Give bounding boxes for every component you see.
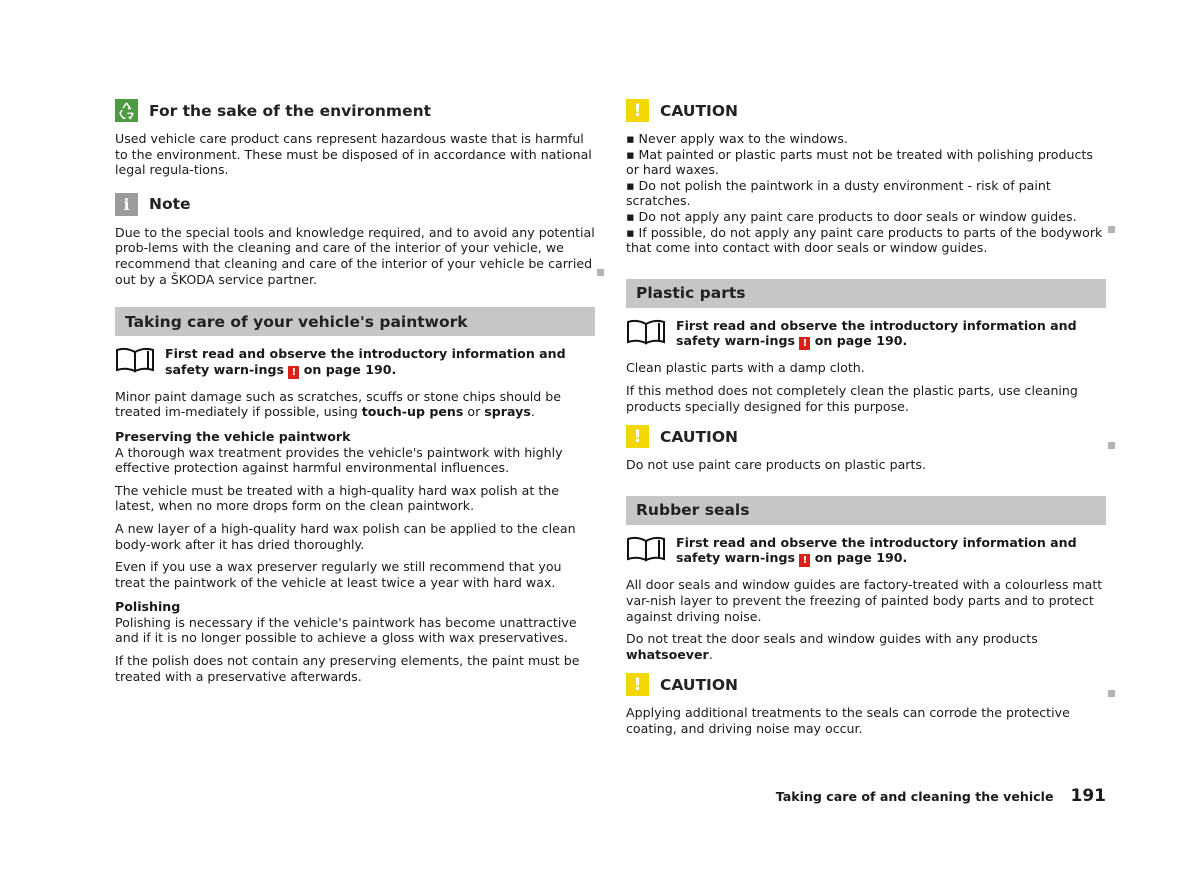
- caution-text: Do not use paint care products on plastic parts.: [626, 457, 926, 473]
- caution-header: [626, 98, 1106, 123]
- environment-header: [115, 98, 595, 123]
- section-heading-rubber-seals: Rubber seals: [626, 496, 1106, 525]
- environment-text: Used vehicle care product cans represent hazardous waste that is harmful to the environment. These must be disposed of in accordance with national legal regula-tions.: [115, 131, 592, 178]
- section-heading-paintwork: Taking care of your vehicle's paintwork: [115, 307, 595, 336]
- intro-reference: [626, 535, 1106, 568]
- paragraph: If the polish does not contain any preserving elements, the paint must be treated with a preservative afterwards.: [115, 653, 580, 684]
- intro-reference: [115, 346, 595, 379]
- right-column: [626, 98, 1106, 743]
- warning-mark-icon: !: [288, 366, 299, 379]
- warning-mark-icon: !: [799, 337, 810, 350]
- info-icon: i: [115, 193, 138, 216]
- page-footer: [776, 786, 1106, 806]
- page-number: 191: [1070, 786, 1106, 806]
- left-column: [115, 98, 595, 691]
- paragraph: A thorough wax treatment provides the vehicle's paintwork with highly effective protection against harmful environmental influences.: [115, 444, 563, 476]
- caution-header: [626, 672, 1106, 697]
- exclamation-icon: !: [626, 99, 649, 122]
- paragraph: Clean plastic parts with a damp cloth.: [626, 360, 865, 376]
- footer-section-title: Taking care of and cleaning the vehicle: [775, 789, 1054, 804]
- paragraph: Minor paint damage such as scratches, scuffs or stone chips should be treated im-mediately if possible, using touch-up pens or sprays.: [115, 388, 562, 420]
- exclamation-icon: !: [626, 673, 649, 696]
- note-title: Note: [149, 195, 191, 214]
- intro-text: First read and observe the introductory information and safety warn-ings ! on page 190.: [676, 317, 1077, 350]
- section-end-marker: [597, 269, 604, 276]
- subheading: Polishing: [115, 599, 181, 615]
- paragraph: The vehicle must be treated with a high-quality hard wax polish at the latest, when no more drops form on the clean paintwork.: [115, 482, 559, 514]
- list-item: ▪ Mat painted or plastic parts must not be treated with polishing products or hard waxes.: [626, 146, 1093, 178]
- caution-text: Applying additional treatments to the seals can corrode the protective coating, and driving noise may occur.: [626, 705, 1070, 736]
- caution-header: [626, 424, 1106, 449]
- section-end-marker: [1108, 690, 1115, 697]
- subheading: Preserving the vehicle paintwork: [115, 428, 351, 444]
- section-end-marker: [1108, 226, 1115, 233]
- list-item: ▪ Do not apply any paint care products to door seals or window guides.: [626, 208, 1077, 224]
- note-text: Due to the special tools and knowledge required, and to avoid any potential prob-lems with the cleaning and care of the interior of your vehicle, we recommend that cleaning and care of the interior of your vehicle be carried out by a ŠKODA service partner.: [115, 224, 595, 287]
- intro-reference: [626, 318, 1106, 351]
- intro-text: First read and observe the introductory information and safety warn-ings ! on page 190.: [165, 346, 566, 378]
- caution-title: CAUTION: [660, 675, 738, 694]
- section-heading-plastic-parts: Plastic parts: [626, 279, 1106, 308]
- recycle-icon: [115, 99, 138, 122]
- environment-title: For the sake of the environment: [149, 101, 432, 120]
- open-book-icon: [626, 536, 666, 562]
- caution-title: CAUTION: [660, 427, 738, 446]
- warning-mark-icon: !: [799, 554, 810, 567]
- paragraph: Polishing is necessary if the vehicle's paintwork has become unattractive and if it is no longer possible to achieve a gloss with wax preservatives.: [115, 614, 577, 646]
- list-item: ▪ If possible, do not apply any paint care products to parts of the bodywork that come into contact with door seals or window guides.: [626, 224, 1103, 256]
- paragraph: A new layer of a high-quality hard wax polish can be applied to the clean body-work after it has dried thoroughly.: [115, 520, 576, 552]
- caution-title: CAUTION: [660, 101, 738, 120]
- paragraph: Even if you use a wax preserver regularly we still recommend that you treat the paintwork of the vehicle at least twice a year with hard wax.: [115, 559, 562, 590]
- section-end-marker: [1108, 442, 1115, 449]
- caution-list: [626, 131, 1106, 256]
- open-book-icon: [115, 347, 155, 373]
- list-item: ▪ Do not polish the paintwork in a dusty environment - risk of paint scratches.: [626, 177, 1051, 209]
- paragraph: All door seals and window guides are factory-treated with a colourless matt var-nish layer to prevent the freezing of painted body parts and to protect against driving noise.: [626, 577, 1103, 624]
- intro-text: First read and observe the introductory information and safety warn-ings ! on page 190.: [676, 534, 1077, 567]
- open-book-icon: [626, 319, 666, 345]
- exclamation-icon: !: [626, 425, 649, 448]
- list-item: ▪ Never apply wax to the windows.: [626, 131, 848, 146]
- paragraph: Do not treat the door seals and window guides with any products whatsoever.: [626, 631, 1038, 662]
- paragraph: If this method does not completely clean the plastic parts, use cleaning products specially designed for this purpose.: [626, 382, 1078, 414]
- note-header: [115, 192, 595, 217]
